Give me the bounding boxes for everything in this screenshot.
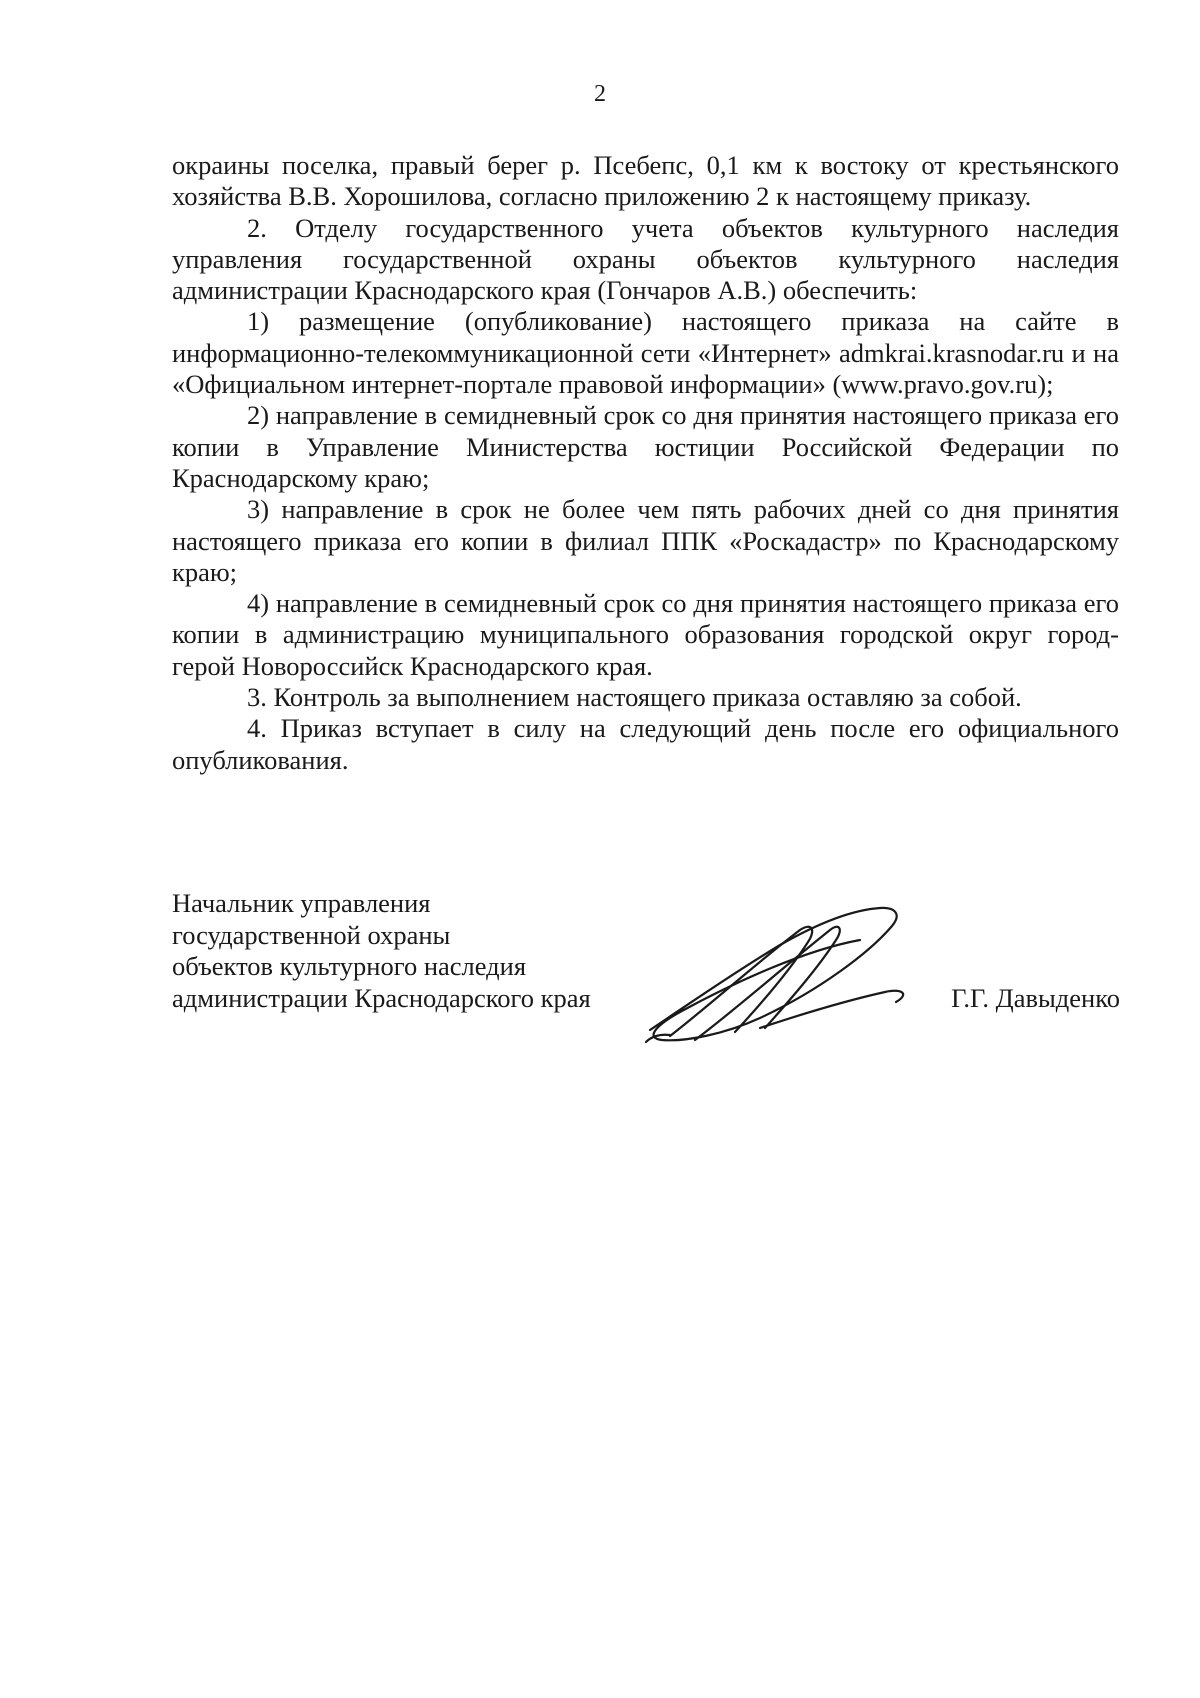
document-body (172, 150, 1119, 776)
signer-position-line: государственной охраны (172, 919, 451, 950)
handwritten-signature (640, 900, 930, 1050)
paragraph-subitem-2: 2) направление в семидневный срок со дня принятия настоящего приказа его копии в Управление Министерства юстиции Российской Федерации по Краснодарскому краю; (172, 400, 1119, 493)
paragraph-item-3: 3. Контроль за выполнением настоящего приказа оставляю за собой. (247, 682, 1022, 713)
signer-position-line: Начальник управления (172, 888, 431, 918)
page-number: 2 (594, 81, 606, 107)
signer-name: Г.Г. Давыденко (951, 983, 1120, 1013)
signer-position (172, 888, 652, 1014)
signer-position-line: администрации Краснодарского края (172, 982, 591, 1013)
paragraph-subitem-4: 4) направление в семидневный срок со дня принятия настоящего приказа его копии в администрацию муниципального образования городской округ город-герой Новороссийск Краснодарского края. (172, 588, 1119, 681)
paragraph-continuation: окраины поселка, правый берег р. Псебепс, 0,1 км к востоку от крестьянского хозяйства В.В. Хорошилова, согласно приложению 2 к настоящему приказу. (172, 150, 1119, 212)
paragraph-item-2: 2. Отделу государственного учета объектов культурного наследия управления государственной охраны объектов культурного наследия администрации Краснодарского края (Гончаров А.В.) обеспечить: (172, 212, 1119, 306)
paragraph-item-4: 4. Приказ вступает в силу на следующий день после его официального опубликования. (172, 713, 1119, 775)
signer-position-line: объектов культурного наследия (172, 951, 527, 981)
paragraph-subitem-3: 3) направление в срок не более чем пять рабочих дней со дня принятия настоящего приказа его копии в филиал ППК «Роскадастр» по Краснодарскому краю; (172, 494, 1119, 587)
paragraph-subitem-1: 1) размещение (опубликование) настоящего приказа на сайте в информационно-телекоммуникационной сети «Интернет» admkrai.krasnodar.ru и на «Официальном интернет-портале правовой информации» (www.pravo.gov.ru); (172, 306, 1119, 400)
